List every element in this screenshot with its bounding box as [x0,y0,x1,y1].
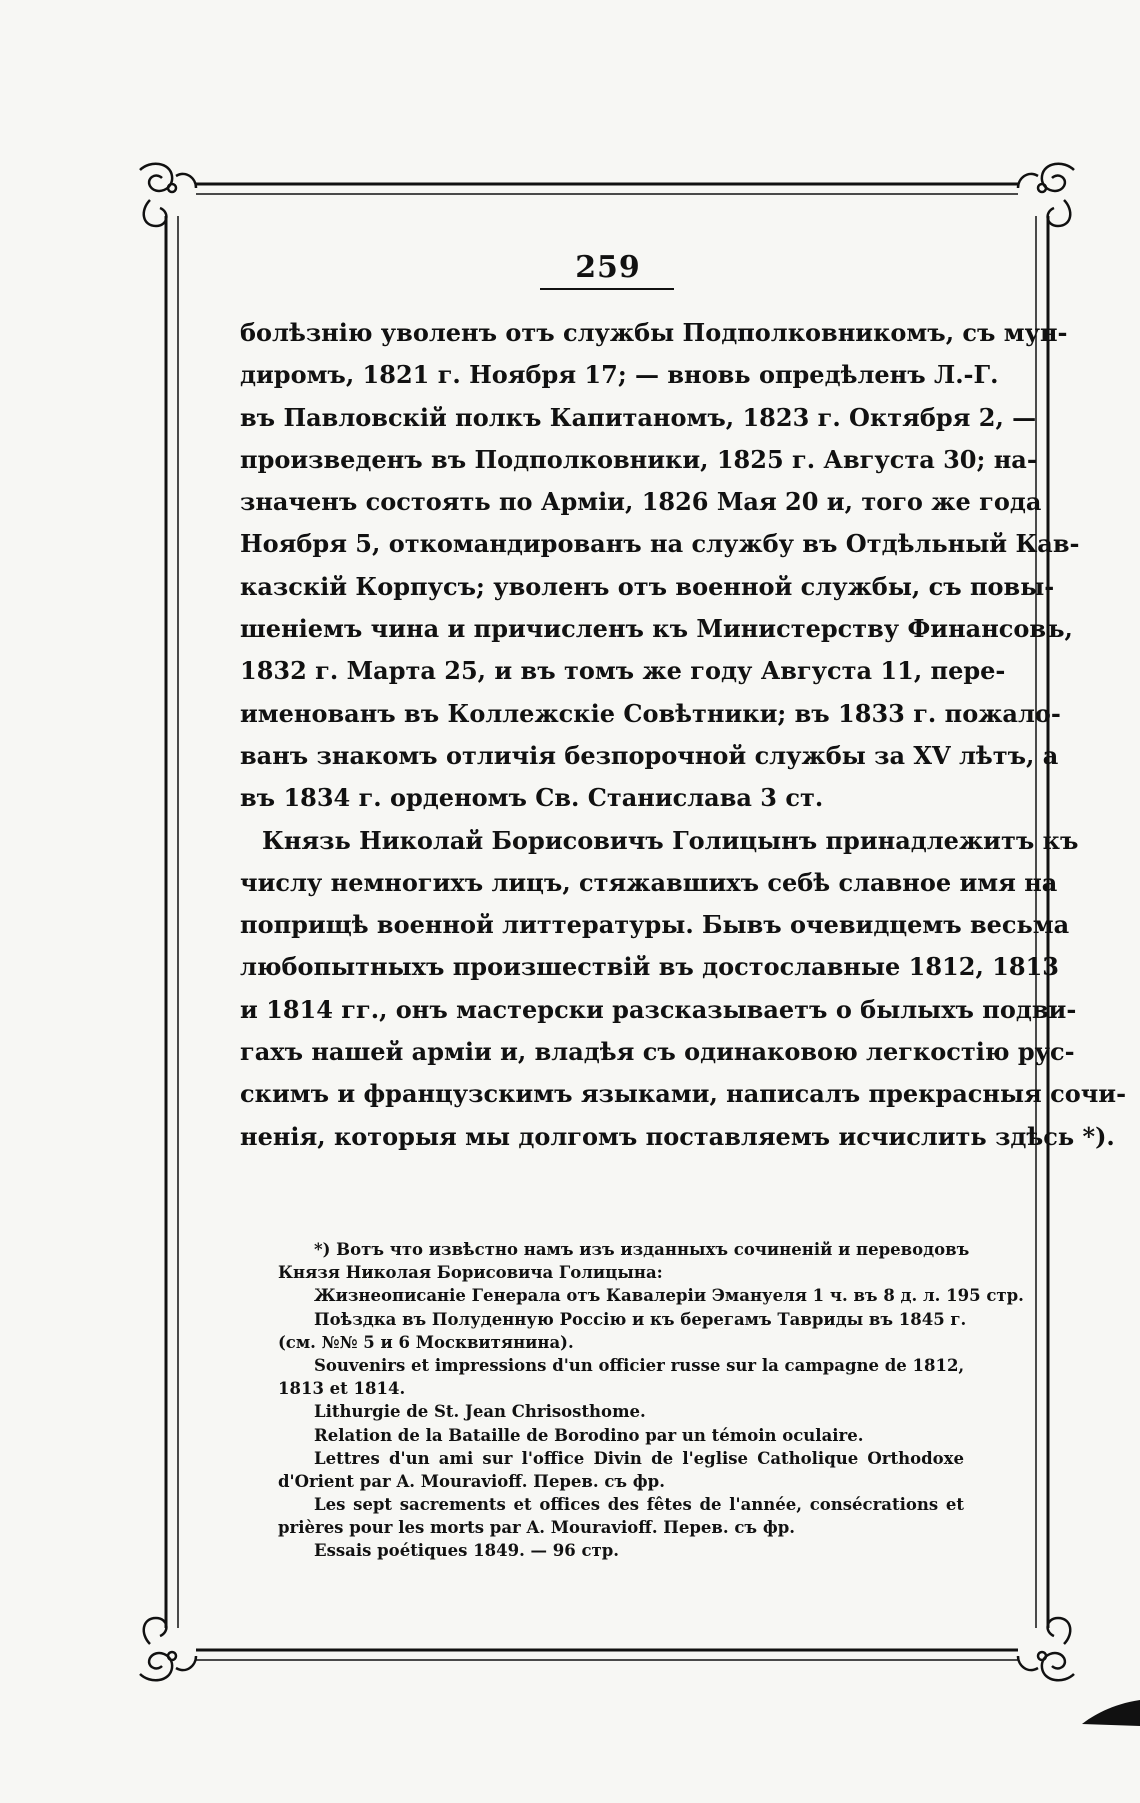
body-line: Князь Николай Борисовичъ Голицынъ принадлежитъ къ [262,825,1079,855]
body-line: шеніемъ чина и причисленъ къ Министерству Финансовъ, [240,614,1073,644]
footnote-line: Lettres d'un ami sur l'office Divin de l'eglise Catholique Orthodoxe [314,1448,964,1468]
page-number: 259 [575,250,641,285]
body-line: гахъ нашей арміи и, владѣя съ одинаковою легкостію рус- [240,1037,1075,1067]
body-line: Ноября 5, откомандированъ на службу въ Отдѣльный Кав- [240,529,1080,559]
footnote-line: (см. №№ 5 и 6 Москвитянина). [278,1332,574,1352]
body-line: и 1814 гг., онъ мастерски разсказываетъ о былыхъ подви- [240,994,1077,1024]
corner-flourish-bottom-right [1018,1618,1074,1680]
footnote-line: *) Вотъ что извѣстно намъ изъ изданныхъ сочиненій и переводовъ [314,1240,970,1259]
body-line: ванъ знакомъ отличія безпорочной службы за XV лѣтъ, а [240,740,1059,770]
body-line: 1832 г. Марта 25, и въ томъ же году Августа 11, пере- [240,656,1006,686]
body-line: болѣзнію уволенъ отъ службы Подполковникомъ, съ мун- [240,318,1068,347]
footnote-line: Lithurgie de St. Jean Chrisosthome. [314,1402,646,1422]
page-number-underline [540,288,674,290]
footnote-line: Essais poétiques 1849. — 96 стр. [314,1541,620,1561]
footnotes [278,1238,1024,1563]
footnote-line: 1813 et 1814. [278,1379,406,1399]
footnote-line: d'Orient par A. Mouravioff. Перев. съ фр. [278,1471,665,1491]
body-line: ненія, которыя мы долгомъ поставляемъ исчислить здѣсь *). [240,1121,1115,1151]
body-line: въ Павловскій полкъ Капитаномъ, 1823 г. Октября 2, — [240,402,1037,432]
body-line: въ 1834 г. орденомъ Св. Станислава 3 ст. [240,783,824,813]
footnote-line: Князя Николая Борисовича Голицына: [278,1263,663,1283]
scan-smudge [1082,1698,1140,1726]
body-line: поприщѣ военной литтературы. Бывъ очевидцемъ весьма [240,910,1070,940]
body-line: скимъ и французскимъ языками, написалъ прекрасныя сочи- [240,1079,1127,1109]
corner-flourish-top-left [140,164,196,226]
footnote-line: Relation de la Bataille de Borodino par un témoin oculaire. [314,1425,864,1445]
body-line: любопытныхъ произшествій въ достославные 1812, 1813 [240,952,1059,982]
body-text [240,312,1127,1158]
corner-flourish-top-right [1018,164,1074,226]
corner-flourish-bottom-left [140,1618,196,1680]
footnote-line: Поѣздка въ Полуденную Россію и къ берегамъ Тавриды въ 1845 г. [314,1309,967,1329]
footnote-line: Жизнеописаніе Генерала отъ Кавалеріи Эмануеля 1 ч. въ 8 д. л. 195 стр. [314,1286,1024,1306]
body-line: диромъ, 1821 г. Ноября 17; — вновь опредѣленъ Л.-Г. [240,360,999,390]
footnote-line: prières pour les morts par A. Mouravioff. Перев. съ фр. [278,1518,795,1538]
body-line: казскій Корпусъ; уволенъ отъ военной службы, съ повы- [240,571,1055,601]
body-line: значенъ состоять по Арміи, 1826 Мая 20 и, того же года [240,487,1042,517]
body-line: числу немногихъ лицъ, стяжавшихъ себѣ славное имя на [240,867,1058,897]
body-line: произведенъ въ Подполковники, 1825 г. Августа 30; на- [240,444,1037,474]
footnote-line: Les sept sacrements et offices des fêtes de l'année, consécrations et [314,1495,964,1515]
footnote-line: Souvenirs et impressions d'un officier russe sur la campagne de 1812, [314,1355,965,1375]
body-line: именованъ въ Коллежскіе Совѣтники; въ 1833 г. пожало- [240,698,1061,728]
